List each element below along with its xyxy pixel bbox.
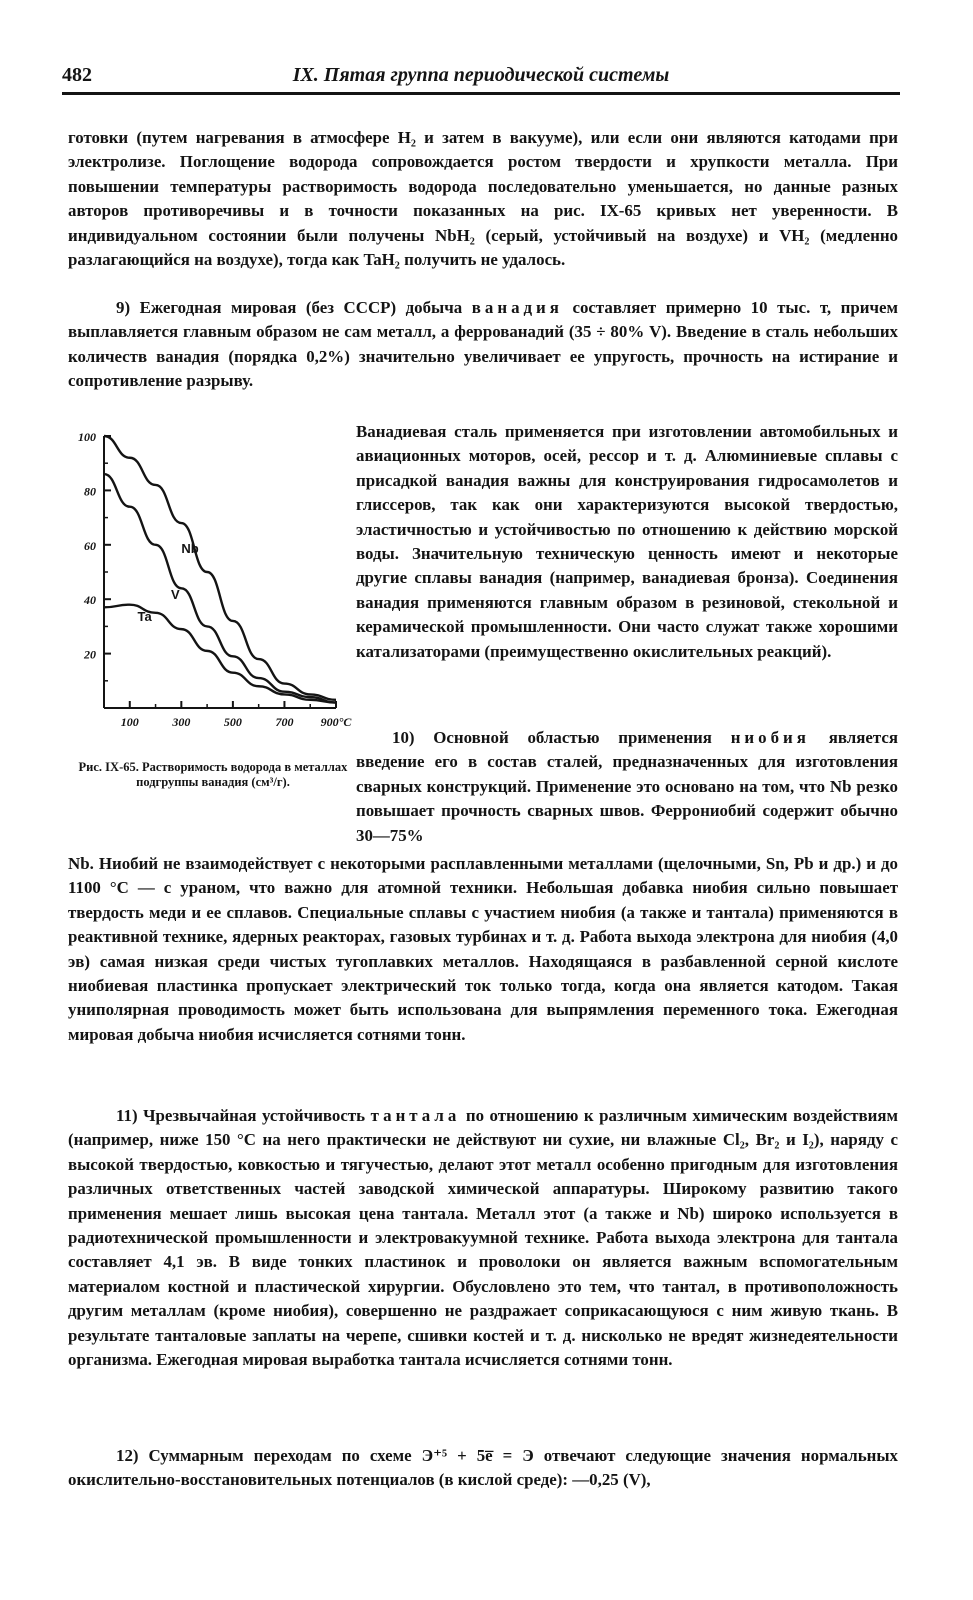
paragraph-vanadium-start: 9) Ежегодная мировая (без СССР) добыча [116,298,463,317]
paragraph-tantalum-start: 11) Чрезвычайная устойчивость [116,1106,366,1125]
series-label-ta: Ta [137,608,152,624]
running-head [62,62,900,95]
running-title: IX. Пятая группа периодической системы [292,64,670,86]
paragraph-niobium-start: 10) Основной областью применения [392,728,712,747]
x-tick-label: 700 [275,715,294,729]
x-tick-label: 500 [223,715,242,729]
paragraph-tantalum [68,1104,898,1372]
series-label-nb: Nb [181,540,199,556]
spaced-word-niobium: ниобия [730,728,810,747]
page-number: 482 [62,64,92,86]
paragraph-vanadium-rest: составляет примерно 10 тыс. т, причем выплавляется главным образом не сам металл, а феррованадий (35 ÷ 80% V). Введение в сталь небольших количеств ванадия (порядка 0,2%) значительно увеличивает ее упругость, прочность на истирание и сопротивление разрыву. [68,298,899,391]
spaced-word-vanadium: ванадия [471,298,563,317]
y-tick-label: 20 [84,647,96,662]
paragraph-niobium-rest: является введение его в состав сталей, предназначенных для изготовления сварных конструкций. Применение это основано на том, что Nb резко повышает прочность сварных швов. Феррониобий содержит обычно 30—75% [356,728,898,845]
figure-caption: Рис. IX-65. Растворимость водорода в металлах подгруппы ванадия (см³/г). [78,760,348,789]
series-label-v: V [171,587,180,603]
x-tick-label: 100 [120,715,139,729]
y-tick-label: 40 [84,593,96,608]
paragraph-vanadium-continued: Ванадиевая сталь применяется при изготовлении автомобильных и авиационных моторов, осей, рессор и т. д. Алюминиевые сплавы с присадкой ванадия важны для конструирования гидросамолетов и глиссеров, так как они характеризуются высокой твердостью, эластичностью и устойчивостью по отношению к действию морской воды. Значительную техническую ценность имеют и некоторые другие сплавы ванадия (например, ванадиевая бронза). Соединения ванадия применяются главным образом в резиновой, стекольной и керамической промышленности. Они часто служат также хорошими катализаторами (преимущественно окислительных реакций). [356,422,898,661]
paragraph-tantalum-rest: по отношению к различным химическим воздействиям (например, ниже 150 °C на него практически не действуют ни сухие, ни влажные Cl₂, Br₂ и I₂), наряду с высокой твердостью, ковкостью и тягучестью, делают этот металл особенно пригодным для изготовления различных ответственных частей заводской химической аппаратуры. Широкому развитию такого применения мешает лишь высокая цена тантала. Металл этот (а также и Nb) широко используется в радиотехнической промышленности и электровакуумной технике. Работа выхода электрона для тантала составляет 4,1 эв. В виде тонких пластинок и проволоки он является важным вспомогательным материалом костной и пластической хирургии. Обусловлено это тем, что тантал, в противоположность другим металлам (кроме ниобия), совершенно не раздражает соприкасающуюся с ним живую ткань. В результате танталовые заплаты на черепе, сшивки костей и т. д. нисколько не вредят жизнедеятельности организма. Ежегодная мировая выработка тантала исчисляется сотнями тонн. [68,1106,898,1370]
y-tick-label: 100 [78,430,96,444]
series-line-v [104,474,336,702]
solubility-chart [68,418,352,740]
paragraph-hydrogen-absorption: готовки (путем нагревания в атмосфере H₂ и затем в вакууме), или если они являются катодами при электролизе. Поглощение водорода сопровождается ростом твердости и хрупкости металла. При повышении температуры растворимость водорода последовательно уменьшается, но данные разных авторов противоречивы и в точности показанных на рис. IX-65 кривых нет уверенности. В индивидуальном состоянии были получены NbH₂ (серый, устойчивый на воздухе) и VH₂ (медленно разлагающийся на воздухе), тогда как TaH₂ получить не удалось. [68,128,898,270]
x-tick-label: 900°C [320,715,352,729]
paragraph-niobium [356,726,898,848]
paragraph-niobium-continued: Nb. Ниобий не взаимодействует с некоторыми расплавленными металлами (щелочными, Sn, Pb и др.) и до 1100 °C — с ураном, что важно для атомной техники. Небольшая добавка ниобия сильно повышает твердость меди и ее сплавов. Специальные сплавы с участием ниобия (а также и тантала) применяются в реактивной технике, ядерных реакторах, газовых турбинах и т. д. Работа выхода электрона для ниобия (4,0 эв) самая низкая среди чистых тугоплавких металлов. Находящаяся в разбавленной серной кислоте ниобиевая пластинка пропускает электрический ток только тогда, когда она является катодом. Такая униполярная проводимость может быть использована для выпрямления переменного тока. Ежегодная мировая добыча ниобия исчисляется сотнями тонн. [68,854,898,1044]
paragraph-potentials: 12) Суммарным переходам по схеме Э⁺⁵ + 5e̅ = Э отвечают следующие значения нормальных окислительно-восстановительных потенциалов (в кислой среде): —0,25 (V), [68,1446,898,1490]
y-tick-label: 60 [84,538,96,553]
paragraph-vanadium [68,296,898,394]
spaced-word-tantalum: тантала [370,1106,461,1125]
x-tick-label: 300 [172,715,191,729]
solubility-figure [68,418,352,740]
y-tick-label: 80 [84,484,96,499]
